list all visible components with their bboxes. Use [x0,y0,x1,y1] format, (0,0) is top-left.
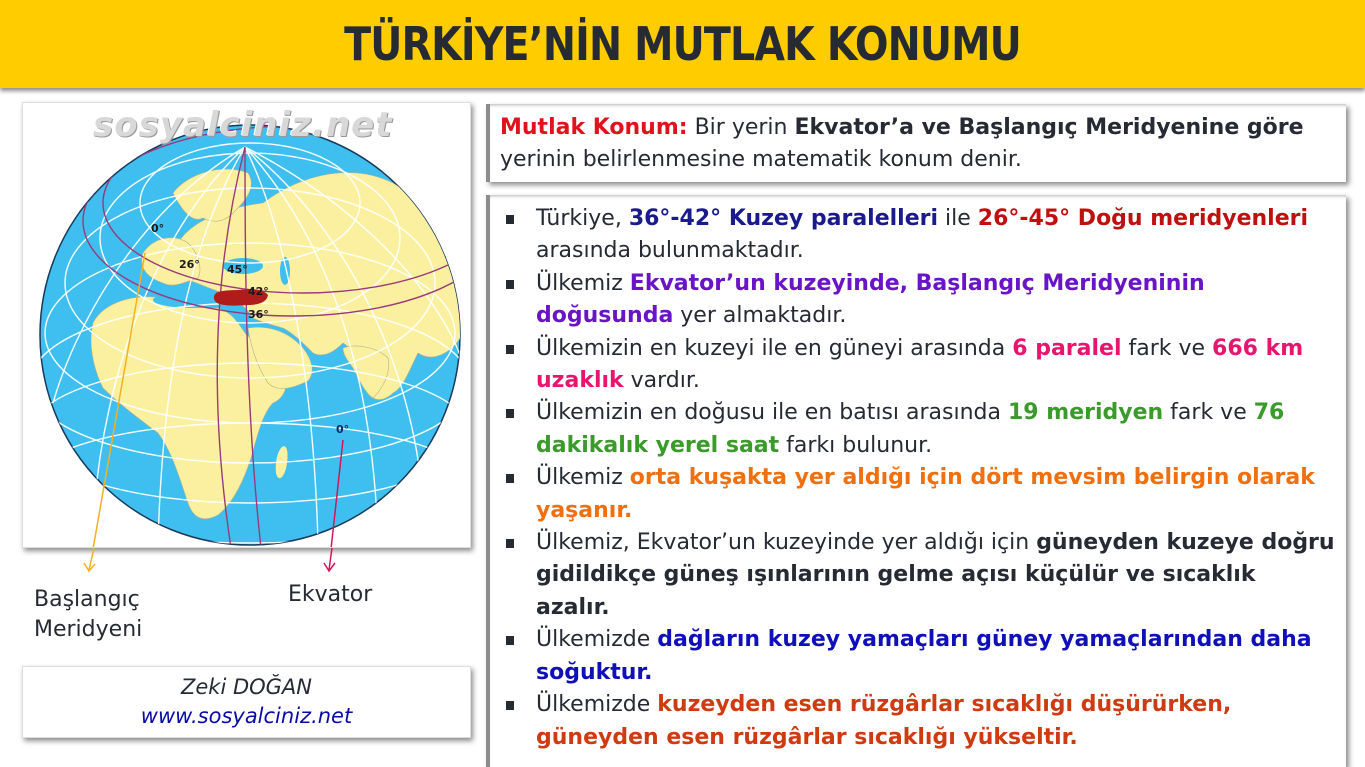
facts-box [486,195,1346,767]
list-item: Ülkemiz orta kuşakta yer aldığı için dört mevsim belirgin olarak yaşanır. [502,462,1336,527]
square-bullet-icon [506,215,514,224]
title-banner [0,0,1365,88]
label-parallel-36: 36° [248,308,269,321]
label-equator-deg: 0° [336,423,350,436]
list-item: Ülkemiz, Ekvator’un kuzeyinde yer aldığı için güneyden kuzeye doğru gidildikçe güneş ışınlarının gelme açısı küçülür ve sıcaklık azalır. [502,527,1336,624]
definition-bold: Ekvator’a ve Başlangıç Meridyenine göre [794,115,1304,140]
label-meridian-26: 26° [179,258,200,271]
globe-map [22,102,471,548]
square-bullet-icon [506,409,514,418]
square-bullet-icon [506,474,514,483]
watermark: sosyalciniz.net [93,105,393,145]
definition-box [486,104,1346,182]
author-name: Zeki DOĞAN [180,675,313,699]
list-item: Ülkemizde dağların kuzey yamaçları güney yamaçlarından daha soğuktur. [502,624,1336,689]
square-bullet-icon [506,636,514,645]
list-item: Ülkemiz Ekvator’un kuzeyinde, Başlangıç Meridyeninin doğusunda yer almaktadır. [502,268,1336,333]
page-title: TÜRKİYE’NİN MUTLAK KONUMU [344,17,1021,71]
callout-arrows [0,540,480,580]
globe-illustration [23,103,471,548]
square-bullet-icon [506,539,514,548]
square-bullet-icon [506,345,514,354]
callout-text: Başlangıç [34,587,140,612]
definition-term: Mutlak Konum: [500,115,688,140]
label-parallel-42: 42° [248,285,269,298]
square-bullet-icon [506,701,514,710]
author-box [22,666,471,738]
prime-meridian-callout [34,585,142,645]
author-website-link[interactable]: www.sosyalciniz.net [140,704,353,728]
list-item: Ülkemizin en kuzeyi ile en güneyi arasında 6 paralel fark ve 666 km uzaklık vardır. [502,333,1336,398]
definition-text: yerinin belirlenmesine matematik konum denir. [500,147,1022,172]
list-item: Ülkemizin en doğusu ile en batısı arasında 19 meridyen fark ve 76 dakikalık yerel saat farkı bulunur. [502,397,1336,462]
list-item: Ülkemizde kuzeyden esen rüzgârlar sıcaklığı düşürürken, güneyden esen rüzgârlar sıcaklığı yükseltir. [502,689,1336,754]
callout-text: Meridyeni [34,617,143,642]
facts-list [502,203,1336,754]
definition-text: Bir yerin [687,115,795,140]
label-prime-meridian: 0° [151,222,165,235]
equator-callout: Ekvator [288,582,373,607]
list-item: Türkiye, 36°-42° Kuzey paralelleri ile 26°-45° Doğu meridyenleri arasında bulunmaktadır. [502,203,1336,268]
label-meridian-45: 45° [227,263,248,276]
square-bullet-icon [506,280,514,289]
